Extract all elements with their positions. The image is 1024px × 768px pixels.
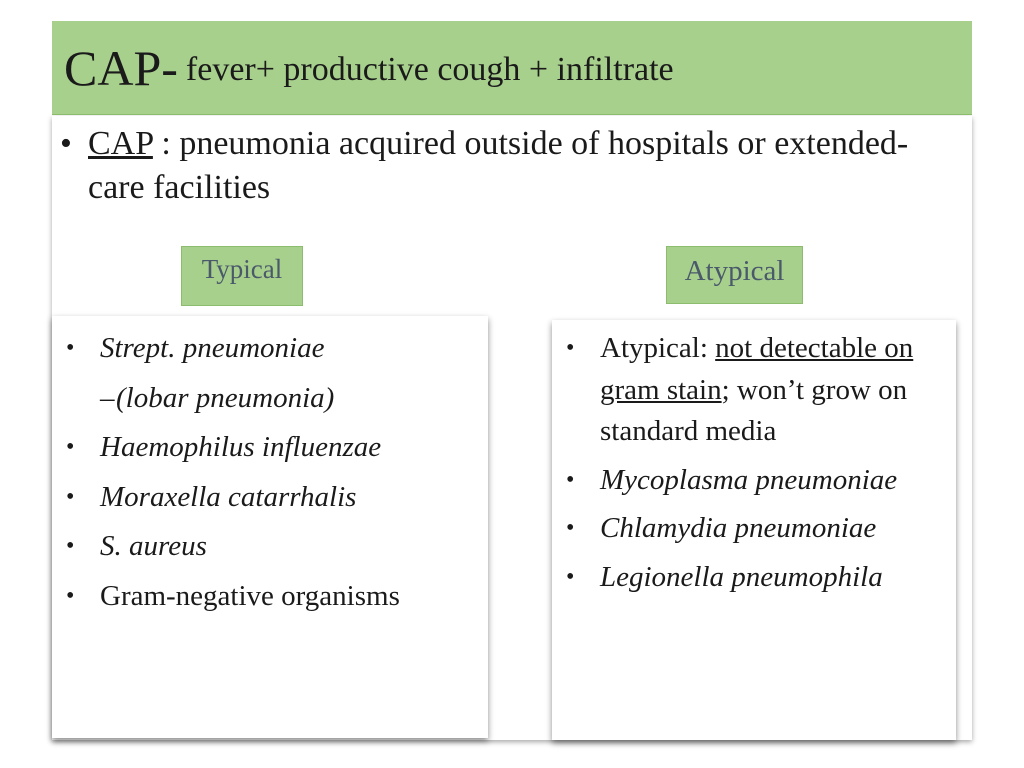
bullet-icon: • [566, 466, 575, 493]
bullet-icon: • [66, 335, 75, 361]
bullet-icon: • [66, 582, 75, 609]
atypical-definition-underlined: not detectable on gram stain [600, 332, 914, 406]
typical-organisms-box [52, 316, 488, 738]
organism-name: Legionella pneumophila [600, 560, 883, 593]
atypical-label: Atypical [666, 246, 803, 304]
list-item [552, 508, 956, 550]
atypical-organisms-list [552, 320, 956, 598]
organism-name: Moraxella catarrhalis [100, 480, 357, 513]
bullet-icon: • [66, 483, 75, 510]
list-item [552, 557, 956, 599]
bullet-icon: • [566, 563, 575, 590]
dash-icon: – [100, 381, 115, 414]
list-item [552, 460, 956, 502]
bullet-icon: • [566, 515, 575, 541]
bullet-icon: • [66, 434, 75, 460]
typical-organisms-list [52, 316, 488, 621]
organism-name: Chlamydia pneumoniae [600, 512, 877, 544]
organism-name: Strept. pneumoniae [100, 332, 325, 364]
title-bar [52, 21, 972, 115]
list-item [52, 324, 488, 374]
list-item [52, 423, 488, 473]
bullet-icon: • [566, 335, 575, 361]
title-main: CAP- [64, 39, 178, 96]
atypical-organisms-box [552, 320, 956, 740]
list-subitem [52, 374, 488, 424]
atypical-definition-suffix: ; won’t grow on standard media [600, 373, 908, 447]
list-item [52, 473, 488, 523]
definition-term: CAP [88, 125, 153, 162]
list-item-atypical-definition [552, 328, 956, 453]
atypical-definition-prefix: Atypical: [600, 332, 716, 364]
definition-text-block [88, 122, 940, 210]
list-item [52, 522, 488, 572]
bullet-icon: • [60, 125, 72, 162]
organism-name: Mycoplasma pneumoniae [600, 463, 898, 496]
typical-label: Typical [181, 246, 303, 306]
list-item [52, 572, 488, 622]
bullet-icon: • [66, 533, 75, 559]
definition-bullet-item [60, 122, 940, 210]
organism-name: Gram-negative organisms [100, 579, 400, 612]
definition-separator: : [152, 125, 180, 162]
title-subtitle: fever+ productive cough + infiltrate [185, 50, 674, 88]
organism-name: Haemophilus influenzae [100, 431, 382, 463]
definition-text: pneumonia acquired outside of hospitals or extended-care facilities [88, 125, 909, 206]
organism-name: S. aureus [100, 530, 207, 562]
organism-note: (lobar pneumonia) [116, 381, 335, 414]
